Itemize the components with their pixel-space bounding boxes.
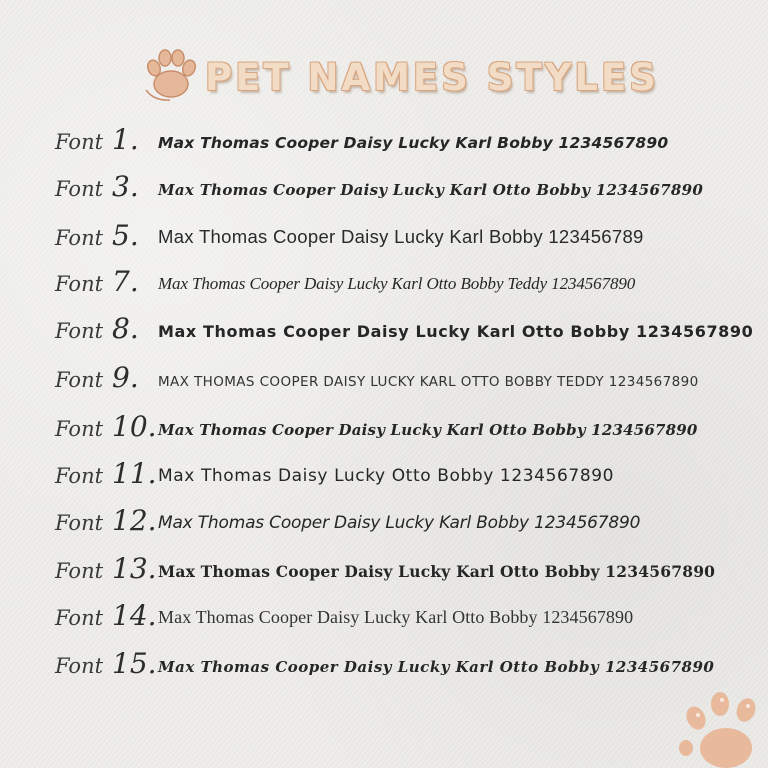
font-row xyxy=(55,642,755,686)
font-label: Font xyxy=(55,177,104,201)
font-number: 11. xyxy=(112,457,157,490)
font-label: Font xyxy=(55,559,104,583)
font-sample-text: Max Thomas Cooper Daisy Lucky Karl Otto Bobby 1234567890 xyxy=(158,181,704,199)
font-row xyxy=(55,260,755,304)
font-row xyxy=(55,307,755,351)
font-number: 7. xyxy=(112,265,139,298)
font-label: Font xyxy=(55,226,104,250)
font-row xyxy=(55,594,755,638)
font-sample-text: Max Thomas Cooper Daisy Lucky Karl Bobby 123456789 xyxy=(158,226,644,247)
font-number: 8. xyxy=(112,312,139,345)
paw-print-icon xyxy=(674,688,768,768)
font-label: Font xyxy=(55,368,104,392)
font-row xyxy=(55,118,755,162)
font-label: Font xyxy=(55,417,104,441)
page-title: PET NAMES STYLES xyxy=(205,56,659,99)
font-sample-text: Max Thomas Cooper Daisy Lucky Karl Otto Bobby 1234567890 xyxy=(158,562,716,581)
font-sample-text: Max Thomas Cooper Daisy Lucky Karl Otto Bobby 1234567890 xyxy=(158,607,634,627)
font-label: Font xyxy=(55,464,104,488)
font-number: 10. xyxy=(112,410,157,443)
font-row xyxy=(55,214,755,258)
font-label: Font xyxy=(55,319,104,343)
font-number: 9. xyxy=(112,361,139,394)
font-sample-text: Max Thomas Daisy Lucky Otto Bobby 1234567890 xyxy=(158,466,615,486)
font-label: Font xyxy=(55,272,104,296)
font-number: 5. xyxy=(112,219,139,252)
font-row xyxy=(55,405,755,449)
font-number: 14. xyxy=(112,599,157,632)
font-row xyxy=(55,499,755,543)
font-row xyxy=(55,165,755,209)
font-number: 15. xyxy=(112,647,157,680)
font-row xyxy=(55,452,755,496)
font-sample-text: Max Thomas Cooper Daisy Lucky Karl Otto Bobby 1234567890 xyxy=(158,322,754,341)
font-sample-text: Max Thomas Cooper Daisy Lucky Karl Otto Bobby 1234567890 xyxy=(158,421,698,439)
font-sample-text: Max Thomas Cooper Daisy Lucky Karl Otto Bobby 1234567890 xyxy=(158,658,715,676)
font-label: Font xyxy=(55,511,104,535)
font-label: Font xyxy=(55,606,104,630)
font-sample-text: MAX THOMAS COOPER DAISY LUCKY KARL OTTO BOBBY TEDDY 1234567890 xyxy=(158,374,699,390)
font-label: Font xyxy=(55,654,104,678)
font-sample-text: Max Thomas Cooper Daisy Lucky Karl Otto Bobby Teddy 1234567890 xyxy=(158,274,636,293)
font-sample-text: Max Thomas Cooper Daisy Lucky Karl Bobby 1234567890 xyxy=(158,134,669,152)
font-number: 3. xyxy=(112,170,139,203)
font-row xyxy=(55,356,755,400)
font-number: 12. xyxy=(112,504,157,537)
font-number: 13. xyxy=(112,552,157,585)
font-label: Font xyxy=(55,130,104,154)
font-sample-text: Max Thomas Cooper Daisy Lucky Karl Bobby 1234567890 xyxy=(158,513,641,533)
font-number: 1. xyxy=(112,123,139,156)
font-row xyxy=(55,547,755,591)
